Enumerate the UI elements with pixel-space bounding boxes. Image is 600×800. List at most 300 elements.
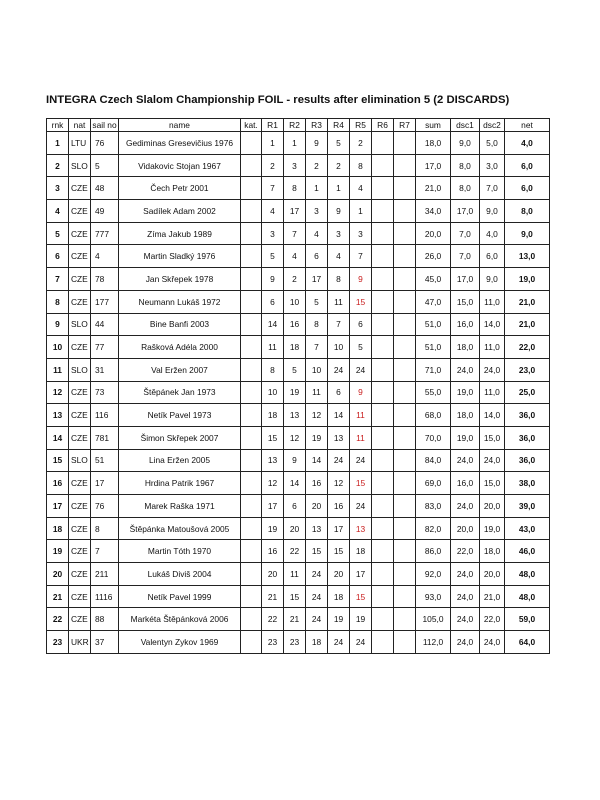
- sail-number-cell: 77: [91, 336, 119, 359]
- sum-cell: 70,0: [416, 426, 451, 449]
- discard-2-cell: 9,0: [480, 268, 505, 291]
- nation-cell: SLO: [69, 313, 91, 336]
- sail-number-cell: 31: [91, 358, 119, 381]
- nation-cell: CZE: [69, 426, 91, 449]
- nation-cell: SLO: [69, 449, 91, 472]
- sail-number-cell: 37: [91, 631, 119, 654]
- competitor-name-cell: Štěpánek Jan 1973: [119, 381, 241, 404]
- race-4-cell: 4: [328, 245, 350, 268]
- race-3-cell: 3: [306, 200, 328, 223]
- race-3-cell: 9: [306, 132, 328, 155]
- sail-number-cell: 4: [91, 245, 119, 268]
- competitor-name-cell: Čech Petr 2001: [119, 177, 241, 200]
- nation-cell: CZE: [69, 585, 91, 608]
- table-row: [47, 631, 550, 654]
- discard-2-cell: 15,0: [480, 472, 505, 495]
- race-3-cell: 20: [306, 495, 328, 518]
- race-5-cell: 24: [350, 358, 372, 381]
- race-7-cell: [394, 540, 416, 563]
- sail-number-cell: 17: [91, 472, 119, 495]
- race-5-cell: 11: [350, 404, 372, 427]
- race-6-cell: [372, 290, 394, 313]
- race-4-cell: 15: [328, 540, 350, 563]
- discard-1-cell: 17,0: [451, 268, 480, 291]
- competitor-name-cell: Valentyn Zykov 1969: [119, 631, 241, 654]
- sum-cell: 93,0: [416, 585, 451, 608]
- race-1-cell: 19: [262, 517, 284, 540]
- net-cell: 19,0: [505, 268, 550, 291]
- nation-cell: SLO: [69, 358, 91, 381]
- discard-1-cell: 7,0: [451, 245, 480, 268]
- discard-1-cell: 18,0: [451, 336, 480, 359]
- column-header-dsc2: dsc2: [480, 119, 505, 132]
- sail-number-cell: 48: [91, 177, 119, 200]
- sum-cell: 83,0: [416, 495, 451, 518]
- race-6-cell: [372, 404, 394, 427]
- race-3-cell: 10: [306, 358, 328, 381]
- race-7-cell: [394, 222, 416, 245]
- nation-cell: CZE: [69, 540, 91, 563]
- race-4-cell: 24: [328, 358, 350, 381]
- sum-cell: 26,0: [416, 245, 451, 268]
- rank-cell: 8: [47, 290, 69, 313]
- race-3-cell: 1: [306, 177, 328, 200]
- race-5-cell: 3: [350, 222, 372, 245]
- rank-cell: 4: [47, 200, 69, 223]
- race-3-cell: 14: [306, 449, 328, 472]
- category-cell: [241, 404, 262, 427]
- race-5-cell: 2: [350, 132, 372, 155]
- race-7-cell: [394, 200, 416, 223]
- sum-cell: 51,0: [416, 336, 451, 359]
- race-6-cell: [372, 563, 394, 586]
- race-1-cell: 14: [262, 313, 284, 336]
- nation-cell: SLO: [69, 154, 91, 177]
- sail-number-cell: 8: [91, 517, 119, 540]
- header-row: [47, 119, 550, 132]
- race-7-cell: [394, 177, 416, 200]
- category-cell: [241, 222, 262, 245]
- race-1-cell: 8: [262, 358, 284, 381]
- race-7-cell: [394, 472, 416, 495]
- competitor-name-cell: Vidakovic Stojan 1967: [119, 154, 241, 177]
- sum-cell: 68,0: [416, 404, 451, 427]
- nation-cell: CZE: [69, 290, 91, 313]
- rank-cell: 5: [47, 222, 69, 245]
- discard-2-cell: 4,0: [480, 222, 505, 245]
- column-header-r4: R4: [328, 119, 350, 132]
- race-4-cell: 7: [328, 313, 350, 336]
- column-header-r7: R7: [394, 119, 416, 132]
- column-header-dsc1: dsc1: [451, 119, 480, 132]
- race-5-cell: 5: [350, 336, 372, 359]
- category-cell: [241, 472, 262, 495]
- discard-2-cell: 19,0: [480, 517, 505, 540]
- discard-1-cell: 8,0: [451, 177, 480, 200]
- net-cell: 36,0: [505, 404, 550, 427]
- nation-cell: UKR: [69, 631, 91, 654]
- results-table-header: [47, 119, 550, 132]
- sail-number-cell: 116: [91, 404, 119, 427]
- table-row: [47, 426, 550, 449]
- sail-number-cell: 5: [91, 154, 119, 177]
- race-6-cell: [372, 540, 394, 563]
- race-7-cell: [394, 585, 416, 608]
- race-5-cell: 6: [350, 313, 372, 336]
- net-cell: 36,0: [505, 449, 550, 472]
- race-7-cell: [394, 336, 416, 359]
- discard-1-cell: 24,0: [451, 358, 480, 381]
- race-1-cell: 10: [262, 381, 284, 404]
- race-2-cell: 3: [284, 154, 306, 177]
- category-cell: [241, 495, 262, 518]
- race-5-cell: 19: [350, 608, 372, 631]
- nation-cell: CZE: [69, 517, 91, 540]
- discard-1-cell: 20,0: [451, 517, 480, 540]
- race-2-cell: 13: [284, 404, 306, 427]
- discard-2-cell: 5,0: [480, 132, 505, 155]
- category-cell: [241, 517, 262, 540]
- discard-1-cell: 22,0: [451, 540, 480, 563]
- nation-cell: CZE: [69, 404, 91, 427]
- race-7-cell: [394, 631, 416, 654]
- rank-cell: 20: [47, 563, 69, 586]
- rank-cell: 17: [47, 495, 69, 518]
- competitor-name-cell: Netík Pavel 1999: [119, 585, 241, 608]
- competitor-name-cell: Štěpánka Matoušová 2005: [119, 517, 241, 540]
- sum-cell: 45,0: [416, 268, 451, 291]
- discard-2-cell: 9,0: [480, 200, 505, 223]
- race-4-cell: 1: [328, 177, 350, 200]
- race-1-cell: 13: [262, 449, 284, 472]
- category-cell: [241, 381, 262, 404]
- race-2-cell: 10: [284, 290, 306, 313]
- race-3-cell: 16: [306, 472, 328, 495]
- category-cell: [241, 177, 262, 200]
- race-2-cell: 15: [284, 585, 306, 608]
- race-2-cell: 16: [284, 313, 306, 336]
- race-4-cell: 24: [328, 631, 350, 654]
- net-cell: 4,0: [505, 132, 550, 155]
- nation-cell: CZE: [69, 608, 91, 631]
- race-2-cell: 23: [284, 631, 306, 654]
- table-row: [47, 449, 550, 472]
- sum-cell: 47,0: [416, 290, 451, 313]
- column-header-r1: R1: [262, 119, 284, 132]
- net-cell: 48,0: [505, 563, 550, 586]
- race-4-cell: 11: [328, 290, 350, 313]
- discard-1-cell: 24,0: [451, 608, 480, 631]
- race-3-cell: 24: [306, 608, 328, 631]
- table-row: [47, 495, 550, 518]
- race-1-cell: 17: [262, 495, 284, 518]
- rank-cell: 14: [47, 426, 69, 449]
- discard-1-cell: 18,0: [451, 404, 480, 427]
- competitor-name-cell: Martin Tóth 1970: [119, 540, 241, 563]
- race-6-cell: [372, 313, 394, 336]
- discard-1-cell: 7,0: [451, 222, 480, 245]
- rank-cell: 6: [47, 245, 69, 268]
- discard-1-cell: 24,0: [451, 585, 480, 608]
- category-cell: [241, 245, 262, 268]
- race-3-cell: 4: [306, 222, 328, 245]
- net-cell: 36,0: [505, 426, 550, 449]
- column-header-r2: R2: [284, 119, 306, 132]
- nation-cell: CZE: [69, 200, 91, 223]
- race-7-cell: [394, 245, 416, 268]
- net-cell: 25,0: [505, 381, 550, 404]
- race-6-cell: [372, 608, 394, 631]
- discard-2-cell: 3,0: [480, 154, 505, 177]
- sail-number-cell: 49: [91, 200, 119, 223]
- race-2-cell: 12: [284, 426, 306, 449]
- race-2-cell: 11: [284, 563, 306, 586]
- race-4-cell: 3: [328, 222, 350, 245]
- table-row: [47, 404, 550, 427]
- rank-cell: 21: [47, 585, 69, 608]
- race-4-cell: 16: [328, 495, 350, 518]
- race-2-cell: 7: [284, 222, 306, 245]
- column-header-sail-no: sail no: [92, 120, 117, 130]
- race-2-cell: 5: [284, 358, 306, 381]
- race-7-cell: [394, 608, 416, 631]
- category-cell: [241, 268, 262, 291]
- race-5-cell: 9: [350, 381, 372, 404]
- net-cell: 21,0: [505, 290, 550, 313]
- rank-cell: 16: [47, 472, 69, 495]
- net-cell: 39,0: [505, 495, 550, 518]
- race-4-cell: 5: [328, 132, 350, 155]
- table-row: [47, 222, 550, 245]
- race-7-cell: [394, 154, 416, 177]
- race-2-cell: 4: [284, 245, 306, 268]
- table-row: [47, 336, 550, 359]
- net-cell: 6,0: [505, 154, 550, 177]
- sail-number-cell: 177: [91, 290, 119, 313]
- race-2-cell: 20: [284, 517, 306, 540]
- race-2-cell: 9: [284, 449, 306, 472]
- rank-cell: 11: [47, 358, 69, 381]
- race-6-cell: [372, 426, 394, 449]
- race-1-cell: 12: [262, 472, 284, 495]
- competitor-name-cell: Gediminas Gresevičius 1976: [119, 132, 241, 155]
- race-5-cell: 24: [350, 495, 372, 518]
- rank-cell: 22: [47, 608, 69, 631]
- competitor-name-cell: Val Eržen 2007: [119, 358, 241, 381]
- race-6-cell: [372, 154, 394, 177]
- column-header-name: name: [119, 119, 241, 132]
- competitor-name-cell: Marek Raška 1971: [119, 495, 241, 518]
- race-5-cell: 9: [350, 268, 372, 291]
- rank-cell: 10: [47, 336, 69, 359]
- race-2-cell: 6: [284, 495, 306, 518]
- discard-2-cell: 24,0: [480, 358, 505, 381]
- rank-cell: 23: [47, 631, 69, 654]
- discard-1-cell: 24,0: [451, 563, 480, 586]
- race-3-cell: 19: [306, 426, 328, 449]
- category-cell: [241, 585, 262, 608]
- discard-2-cell: 24,0: [480, 449, 505, 472]
- net-cell: 8,0: [505, 200, 550, 223]
- competitor-name-cell: Lukáš Diviš 2004: [119, 563, 241, 586]
- discard-2-cell: 11,0: [480, 381, 505, 404]
- sail-number-cell: 76: [91, 495, 119, 518]
- column-header-r6: R6: [372, 119, 394, 132]
- race-7-cell: [394, 290, 416, 313]
- race-6-cell: [372, 245, 394, 268]
- race-4-cell: 17: [328, 517, 350, 540]
- race-7-cell: [394, 404, 416, 427]
- competitor-name-cell: Sadílek Adam 2002: [119, 200, 241, 223]
- discard-1-cell: 15,0: [451, 290, 480, 313]
- race-4-cell: 18: [328, 585, 350, 608]
- table-row: [47, 313, 550, 336]
- competitor-name-cell: Rašková Adéla 2000: [119, 336, 241, 359]
- race-3-cell: 24: [306, 585, 328, 608]
- race-2-cell: 22: [284, 540, 306, 563]
- race-5-cell: 11: [350, 426, 372, 449]
- race-6-cell: [372, 132, 394, 155]
- discard-2-cell: 14,0: [480, 404, 505, 427]
- race-4-cell: 10: [328, 336, 350, 359]
- discard-1-cell: 16,0: [451, 472, 480, 495]
- race-5-cell: 17: [350, 563, 372, 586]
- rank-cell: 19: [47, 540, 69, 563]
- sail-number-cell: 76: [91, 132, 119, 155]
- discard-1-cell: 9,0: [451, 132, 480, 155]
- nation-cell: CZE: [69, 472, 91, 495]
- race-5-cell: 15: [350, 472, 372, 495]
- rank-cell: 1: [47, 132, 69, 155]
- competitor-name-cell: Neumann Lukáš 1972: [119, 290, 241, 313]
- sail-number-cell: 51: [91, 449, 119, 472]
- discard-2-cell: 21,0: [480, 585, 505, 608]
- sum-cell: 86,0: [416, 540, 451, 563]
- discard-2-cell: 7,0: [480, 177, 505, 200]
- results-table: [46, 118, 550, 654]
- sail-number-cell: 7: [91, 540, 119, 563]
- race-5-cell: 8: [350, 154, 372, 177]
- competitor-name-cell: Netík Pavel 1973: [119, 404, 241, 427]
- discard-2-cell: 18,0: [480, 540, 505, 563]
- race-4-cell: 6: [328, 381, 350, 404]
- column-header-rank: rnk: [47, 119, 69, 132]
- race-3-cell: 13: [306, 517, 328, 540]
- sum-cell: 105,0: [416, 608, 451, 631]
- nation-cell: CZE: [69, 381, 91, 404]
- discard-1-cell: 24,0: [451, 495, 480, 518]
- race-1-cell: 1: [262, 132, 284, 155]
- net-cell: 48,0: [505, 585, 550, 608]
- nation-cell: CZE: [69, 336, 91, 359]
- column-header-r3: R3: [306, 119, 328, 132]
- race-7-cell: [394, 268, 416, 291]
- race-7-cell: [394, 132, 416, 155]
- column-header-sum: sum: [416, 119, 451, 132]
- table-row: [47, 200, 550, 223]
- discard-2-cell: 20,0: [480, 563, 505, 586]
- sail-number-cell: 781: [91, 426, 119, 449]
- race-6-cell: [372, 200, 394, 223]
- race-2-cell: 17: [284, 200, 306, 223]
- table-row: [47, 472, 550, 495]
- race-4-cell: 24: [328, 449, 350, 472]
- rank-cell: 2: [47, 154, 69, 177]
- race-5-cell: 4: [350, 177, 372, 200]
- race-1-cell: 18: [262, 404, 284, 427]
- race-4-cell: 19: [328, 608, 350, 631]
- document-title: INTEGRA Czech Slalom Championship FOIL - results after elimination 5 (2 DISCARDS): [46, 94, 510, 106]
- race-6-cell: [372, 336, 394, 359]
- race-4-cell: 13: [328, 426, 350, 449]
- category-cell: [241, 608, 262, 631]
- rank-cell: 9: [47, 313, 69, 336]
- category-cell: [241, 631, 262, 654]
- race-4-cell: 20: [328, 563, 350, 586]
- sail-number-cell: 1116: [91, 585, 119, 608]
- discard-2-cell: 24,0: [480, 631, 505, 654]
- net-cell: 38,0: [505, 472, 550, 495]
- race-3-cell: 17: [306, 268, 328, 291]
- rank-cell: 13: [47, 404, 69, 427]
- race-6-cell: [372, 472, 394, 495]
- table-row: [47, 132, 550, 155]
- sum-cell: 92,0: [416, 563, 451, 586]
- race-3-cell: 12: [306, 404, 328, 427]
- category-cell: [241, 290, 262, 313]
- race-6-cell: [372, 222, 394, 245]
- net-cell: 13,0: [505, 245, 550, 268]
- discard-2-cell: 22,0: [480, 608, 505, 631]
- discard-1-cell: 19,0: [451, 381, 480, 404]
- race-2-cell: 21: [284, 608, 306, 631]
- net-cell: 21,0: [505, 313, 550, 336]
- category-cell: [241, 426, 262, 449]
- column-header-kat: kat.: [241, 119, 262, 132]
- competitor-name-cell: Lina Eržen 2005: [119, 449, 241, 472]
- race-5-cell: 13: [350, 517, 372, 540]
- rank-cell: 12: [47, 381, 69, 404]
- net-cell: 43,0: [505, 517, 550, 540]
- race-5-cell: 24: [350, 449, 372, 472]
- race-7-cell: [394, 449, 416, 472]
- results-table-body: [47, 132, 550, 654]
- sum-cell: 84,0: [416, 449, 451, 472]
- discard-2-cell: 11,0: [480, 336, 505, 359]
- sail-number-cell: 73: [91, 381, 119, 404]
- discard-1-cell: 17,0: [451, 200, 480, 223]
- race-1-cell: 2: [262, 154, 284, 177]
- category-cell: [241, 449, 262, 472]
- race-6-cell: [372, 517, 394, 540]
- sum-cell: 51,0: [416, 313, 451, 336]
- race-1-cell: 6: [262, 290, 284, 313]
- race-5-cell: 7: [350, 245, 372, 268]
- nation-cell: CZE: [69, 495, 91, 518]
- table-row: [47, 381, 550, 404]
- race-1-cell: 23: [262, 631, 284, 654]
- race-1-cell: 11: [262, 336, 284, 359]
- sum-cell: 82,0: [416, 517, 451, 540]
- race-5-cell: 15: [350, 585, 372, 608]
- table-row: [47, 563, 550, 586]
- table-row: [47, 608, 550, 631]
- race-4-cell: 14: [328, 404, 350, 427]
- race-3-cell: 24: [306, 563, 328, 586]
- race-3-cell: 5: [306, 290, 328, 313]
- column-header-r5: R5: [350, 119, 372, 132]
- sum-cell: 18,0: [416, 132, 451, 155]
